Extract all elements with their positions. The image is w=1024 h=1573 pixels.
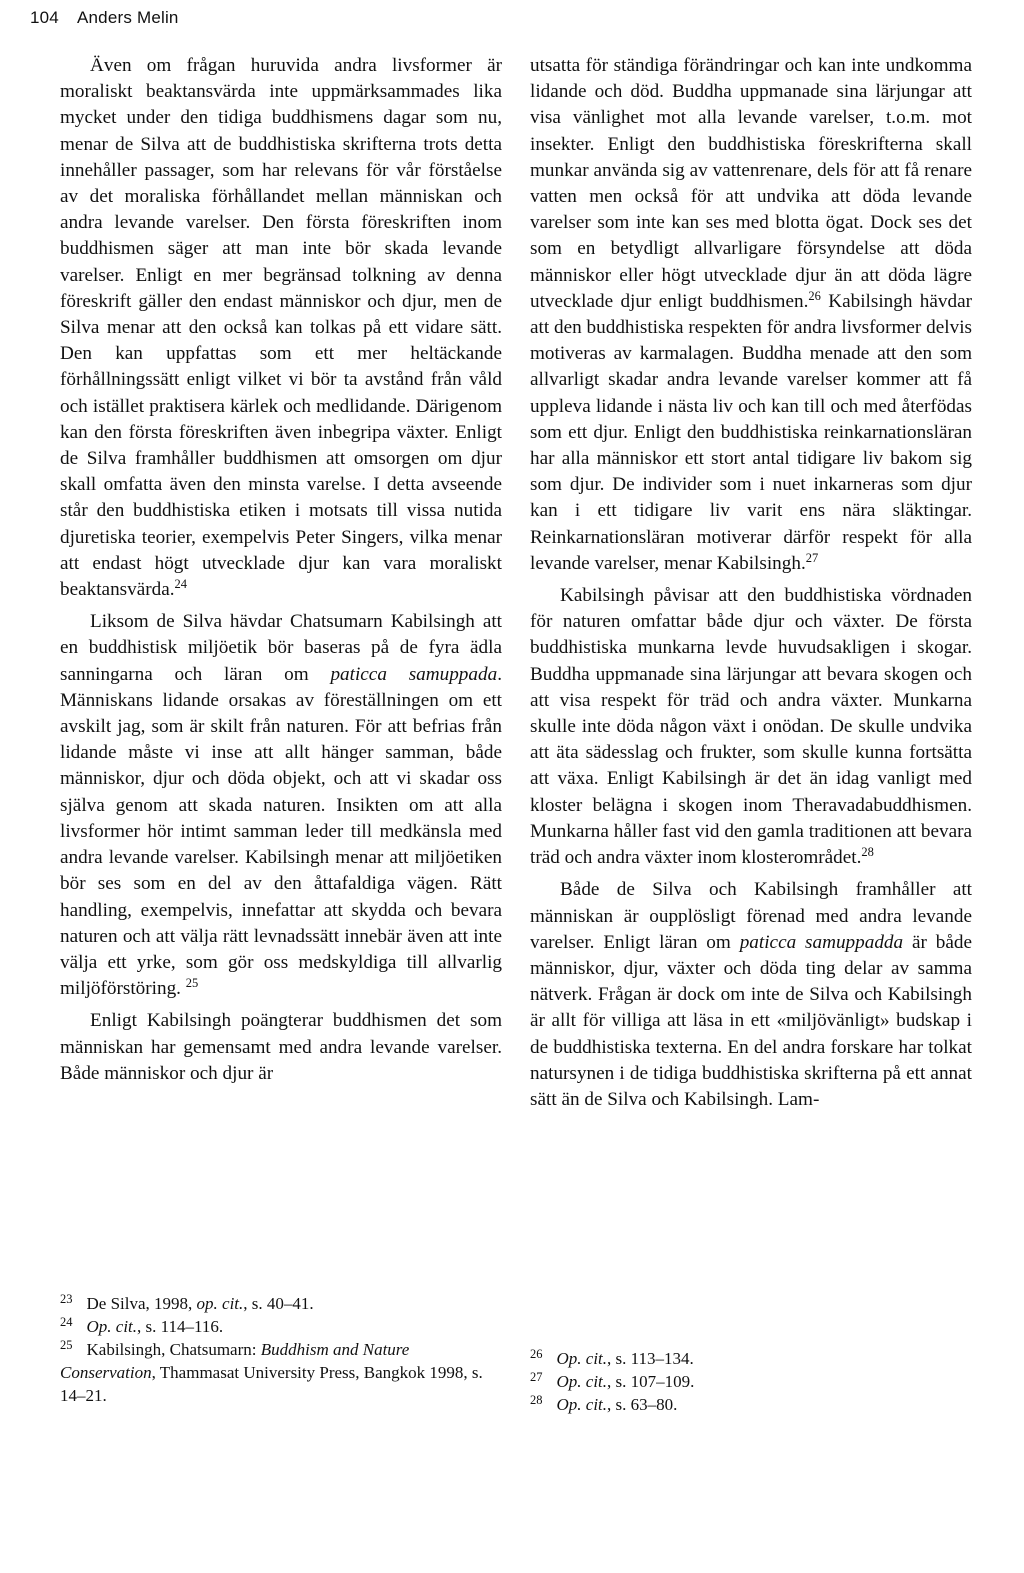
footnote-text: , s. 113–134. [607,1349,694,1368]
footnote-reference: 27 [805,550,819,565]
footnote-number: 28 [530,1393,543,1407]
footnote-number: 23 [60,1292,73,1306]
paragraph-text: Både de Silva och Kabilsingh framhåller att människan är oupplösligt förenad med andra levande varelser. Enligt läran om [530,879,972,953]
footnote-italic: Op. cit. [556,1349,608,1368]
footnote-number: 25 [60,1338,73,1352]
paragraph [60,53,502,603]
left-text-column [60,53,502,1087]
paragraph-text: utsatta för ständiga förändringar och kan inte undkomma lidande och död. Buddha uppmanade sina lärjungar att visa vänlighet mot alla levande varelser, t.o.m. mot insekter. Enligt den buddhistiska föreskrifterna skall munkar använda sig av vattenrenare, dels för att få renare vatten men också för att undvika att döda levande varelser som inte kan ses med blotta ögat. Dock ses det som en betydligt allvarligare försyndelse att döda människor eller högt utvecklade djur än att döda lägre utvecklade djur enligt buddhismen. [530,55,972,312]
paragraph-text: . Människans lidande orsakas av föreställningen om ett avskilt jag, som är skilt från naturen. För att befrias från lidande måste vi inse att allt hänger samman, både människor, djur och döda objekt, och att vi skadar oss själva genom att skada naturen. Insikten om att alla livsformer hör intimt samman leder till medkänsla med andra levande varelser. Kabilsingh menar att miljöetiken bör ses som en del av den åttafaldiga vägen. Rätt handling, exempelvis, innefattar att skydda och bevara naturen och att välja rätt levnadssätt innebär även att inte välja ett yrke, som gör oss medskyldiga till allvarlig miljöförstöring. [60,663,502,1000]
footnote-italic: Buddhism and Nature Conservation [60,1340,410,1382]
paragraph-text: Liksom de Silva hävdar Chatsumarn Kabilsingh att en buddhistisk miljöetik bör baseras på de fyra ädla sanningarna och läran om [60,611,502,685]
paragraph-text: Kabilsingh påvisar att den buddhistiska vördnaden för naturen omfattar både djur och växter. De första buddhistiska munkarna levde huvudsakligen i skogar. Buddha uppmanade sina lärjungar att bevara skogen och att visa respekt för träd och andra växter. Munkarna skulle inte döda någon växt i onödan. De skulle undvika att äta sädesslag och frukter, som skulle kunna fortsätta att växa. Enligt Kabilsingh är det än idag vanligt med kloster belägna i skogen inom Theravadabuddhismen. Munkarna håller fast vid den gamla traditionen att bevara träd och andra växter inom klosterområdet. [530,585,972,869]
footnote-italic: Op. cit. [556,1395,608,1414]
running-head [30,8,179,28]
italic-term: paticca samuppadda [739,931,904,953]
footnote-text: , s. 63–80. [607,1395,678,1414]
footnote [530,1347,972,1370]
paragraph-text: Enligt Kabilsingh poängterar buddhismen det som människan har gemensamt med andra levande varelser. Både människor och djur är [60,1010,502,1084]
footnote-reference: 24 [174,577,188,592]
paragraph [530,877,972,1113]
footnote-number: 24 [60,1315,73,1329]
footnote-italic: Op. cit. [86,1317,138,1336]
footnote-reference: 25 [185,976,199,991]
footnote-number: 26 [530,1347,543,1361]
paragraph [60,609,502,1002]
paragraph-text: Även om frågan huruvida andra livsformer är moraliskt beaktansvärda inte uppmärksammades lika mycket under den tidiga buddhismens dagar som nu, menar de Silva att de buddhistiska skrifterna trots detta innehåller passager, som har relevans för vår förståelse av det moraliska förhållandet mellan människan och andra levande varelser. Den första föreskriften inom buddhismen säger att man inte bör skada levande varelser. Enligt en mer begränsad tolkning av denna föreskrift gäller den endast människor och djur, men de Silva menar att den också kan tolkas på ett vidare sätt. Den kan uppfattas som ett mer heltäckande förhållningssätt enligt vilket vi bör ta avstånd från våld och istället praktisera kärlek och medlidande. Därigenom kan den första föreskriften även inbegripa växter. Enligt de Silva framhåller buddhismen att omsorgen om djur skall omfatta även den minsta varelse. I detta avseende står den buddhistiska etiken i motsats till vissa nutida djuretiska teorier, exempelvis Peter Singers, vilka menar att endast högt utvecklade djur kan vara moraliskt beaktansvärda. [60,55,502,601]
page-number: 104 [30,8,59,27]
footnote-reference: 26 [808,288,821,303]
footnote-text: , Thammasat University Press, Bangkok 1998, s. 14–21. [60,1363,483,1405]
paragraph [530,53,972,577]
footnotes-left [60,1292,502,1407]
footnote [530,1393,972,1416]
footnote-reference: 28 [861,845,874,860]
footnotes-right [530,1347,972,1416]
running-head-author: Anders Melin [76,8,179,27]
footnote [530,1370,972,1393]
footnote-italic: op. cit. [196,1294,244,1313]
footnote-text: , s. 114–116. [137,1317,224,1336]
footnote [60,1315,502,1338]
paragraph-text: är både människor, djur, växter och döda ting delar av samma nätverk. Frågan är dock om inte de Silva och Kabilsingh är allt för villiga att läsa in ett «miljövänligt» budskap i de buddhistiska texterna. En del andra forskare har tolkat natursynen i de tidiga buddhistiska skrifterna på ett annat sätt än de Silva och Kabilsingh. Lam- [530,931,972,1110]
right-text-column [530,53,972,1113]
footnote-text: Kabilsingh, Chatsumarn: [86,1340,261,1359]
italic-term: paticca samuppada [330,663,498,685]
footnote-text: , s. 40–41. [243,1294,314,1313]
paragraph [60,1008,502,1087]
footnote-text: De Silva, 1998, [86,1294,197,1313]
footnote [60,1338,502,1407]
paragraph [530,583,972,871]
paragraph-text: Kabilsingh hävdar att den buddhistiska respekten för andra livsformer delvis motiveras av karmalagen. Buddha menade att den som allvarligt skadar andra levande varelser kommer att få uppleva lidande i nästa liv och kan till och med återfödas som ett djur. Enligt den buddhistiska reinkarnationsläran har alla människor ett stort antal tidigare liv bakom sig som djur. De individer som i nuet inkarneras som djur kan i ett tidigare liv varit ens nära släktingar. Reinkarnationsläran motiverar därför respekt för alla levande varelser, menar Kabilsingh. [530,290,972,574]
footnote-number: 27 [530,1370,543,1384]
footnote [60,1292,502,1315]
footnote-italic: Op. cit. [556,1372,608,1391]
footnote-text: , s. 107–109. [607,1372,695,1391]
